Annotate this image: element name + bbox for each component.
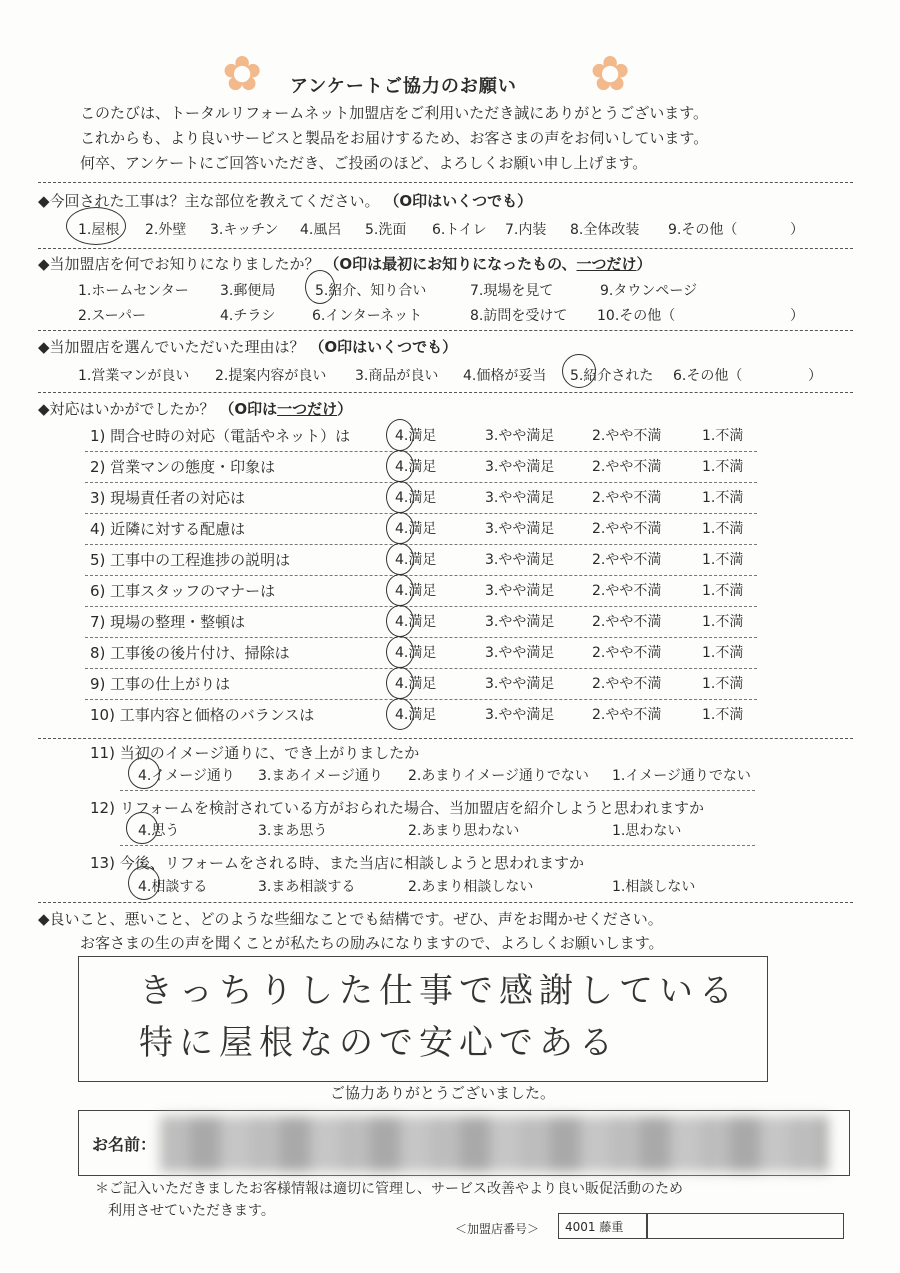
q4-rating-option[interactable]: 3.やや満足 — [485, 645, 555, 661]
q4-rating-option[interactable]: 2.やや不満 — [592, 676, 662, 692]
store-code-box — [558, 1213, 648, 1239]
q4-item-label: 1) 問合せ時の対応（電話やネット）は — [90, 427, 351, 445]
q13-option[interactable]: 2.あまり相談しない — [408, 879, 534, 895]
flower-decoration-right-icon: ✿ — [590, 46, 631, 102]
q3-heading: ◆当加盟店を選んでいただいた理由は？ （O印はいくつでも） — [38, 338, 458, 356]
q3-option[interactable]: 6.その他（ — [673, 368, 743, 384]
q2-option[interactable]: 6.インターネット — [312, 308, 423, 324]
row-divider — [85, 544, 757, 545]
q4-rating-option[interactable]: 1.不満 — [702, 428, 744, 444]
answer-circle — [386, 450, 414, 482]
q2-note-end: ） — [636, 255, 652, 273]
answer-circle — [386, 481, 414, 513]
q4-rating-option[interactable]: 4.満足 — [395, 428, 437, 444]
answer-circle — [562, 354, 596, 388]
q1-option[interactable]: 9.その他（ — [668, 222, 738, 238]
answer-circle — [66, 207, 126, 245]
q11-option[interactable]: 4.イメージ通り — [138, 768, 235, 784]
q4-rating-option[interactable]: 1.不満 — [702, 614, 744, 630]
q4-note-end: ） — [337, 400, 353, 418]
q13-option[interactable]: 3.まあ相談する — [258, 879, 356, 895]
q1-option-close: ） — [790, 222, 804, 238]
q3-option-close: ） — [808, 368, 822, 384]
handwritten-comment-line-1: きっちりした仕事で感謝している — [139, 971, 739, 1011]
answer-circle — [386, 543, 414, 575]
q2-option[interactable]: 8.訪問を受けて — [470, 308, 568, 324]
q4-item-label: 2) 営業マンの態度・印象は — [90, 458, 276, 476]
q1-note: （O印はいくつでも） — [384, 192, 533, 210]
q2-option[interactable]: 2.スーパー — [78, 308, 146, 324]
thanks-message: ご協力ありがとうございました。 — [330, 1084, 556, 1102]
q4-rating-option[interactable]: 3.やや満足 — [485, 583, 555, 599]
q12-option[interactable]: 1.思わない — [612, 823, 682, 839]
flower-decoration-left-icon: ✿ — [222, 46, 263, 102]
q1-option[interactable]: 8.全体改装 — [570, 222, 640, 238]
q4-rating-option[interactable]: 1.不満 — [702, 490, 744, 506]
q4-rating-option[interactable]: 2.やや不満 — [592, 490, 662, 506]
q4-note: （O印は — [219, 400, 278, 418]
q4-rating-option[interactable]: 3.やや満足 — [485, 428, 555, 444]
row-divider — [120, 845, 755, 846]
q4-rating-option[interactable]: 1.不満 — [702, 645, 744, 661]
q2-option[interactable]: 4.チラシ — [220, 308, 276, 324]
q1-option[interactable]: 7.内装 — [505, 222, 547, 238]
q4-rating-option[interactable]: 3.やや満足 — [485, 521, 555, 537]
q4-rating-option[interactable]: 2.やや不満 — [592, 521, 662, 537]
q4-rating-option[interactable]: 3.やや満足 — [485, 676, 555, 692]
q4-note-emph: 一つだけ — [277, 400, 338, 418]
q4-rating-option[interactable]: 1.不満 — [702, 583, 744, 599]
row-divider — [85, 637, 757, 638]
q3-title: 当加盟店を選んでいただいた理由は？ — [49, 338, 305, 356]
q2-option[interactable]: 1.ホームセンター — [78, 283, 189, 299]
q1-option[interactable]: 1.屋根 — [78, 222, 120, 238]
q1-heading: ◆今回された工事は？主な部位を教えてください。 （O印はいくつでも） — [38, 192, 533, 210]
divider — [38, 182, 853, 183]
q1-option[interactable]: 5.洗面 — [365, 222, 407, 238]
privacy-notice-2: 利用させていただきます。 — [108, 1203, 275, 1219]
answer-circle — [386, 667, 414, 699]
q13-option[interactable]: 4.相談する — [138, 879, 208, 895]
q1-title: 今回された工事は？主な部位を教えてください。 — [49, 192, 380, 210]
row-divider — [85, 668, 757, 669]
q4-rating-option[interactable]: 4.満足 — [395, 583, 437, 599]
row-divider — [85, 482, 757, 483]
q4-item-label: 6) 工事スタッフのマナーは — [90, 582, 276, 600]
answer-circle — [386, 605, 414, 637]
q2-note: （O印は最初にお知りになったもの、 — [324, 255, 577, 273]
store-code: 4001 藤重 — [565, 1220, 624, 1234]
q2-option[interactable]: 3.郵便局 — [220, 283, 276, 299]
q3-option[interactable]: 5.紹介された — [570, 368, 654, 384]
q3-note: （O印はいくつでも） — [309, 338, 458, 356]
q4-rating-option[interactable]: 2.やや不満 — [592, 552, 662, 568]
row-divider — [85, 575, 757, 576]
q4-rating-option[interactable]: 3.やや満足 — [485, 707, 555, 723]
q1-option[interactable]: 3.キッチン — [210, 222, 279, 238]
answer-circle — [386, 419, 414, 451]
q2-note-emph: 一つだけ — [576, 255, 637, 273]
q4-rating-option[interactable]: 2.やや不満 — [592, 459, 662, 475]
q4-rating-option[interactable]: 3.やや満足 — [485, 459, 555, 475]
q4-rating-option[interactable]: 4.満足 — [395, 552, 437, 568]
redacted-name — [160, 1116, 828, 1172]
store-extra-box — [646, 1213, 844, 1239]
q13-option[interactable]: 1.相談しない — [612, 879, 696, 895]
q11-title: 11) 当初のイメージ通りに、でき上がりましたか — [90, 744, 420, 762]
answer-circle — [386, 636, 414, 668]
answer-circle — [386, 698, 414, 730]
q3-option[interactable]: 1.営業マンが良い — [78, 368, 190, 384]
q4-item-label: 9) 工事の仕上がりは — [90, 675, 231, 693]
q4-rating-option[interactable]: 4.満足 — [395, 614, 437, 630]
q11-option[interactable]: 2.あまりイメージ通りでない — [408, 768, 589, 784]
q4-item-label: 5) 工事中の工程進捗の説明は — [90, 551, 291, 569]
intro-line-2: これからも、より良いサービスと製品をお届けするため、お客さまの声をお伺いしています。 — [80, 129, 709, 147]
q2-heading: ◆当加盟店を何でお知りになりましたか？ （O印は最初にお知りになったもの、一つだけ） — [38, 255, 652, 273]
q12-option[interactable]: 4.思う — [138, 823, 180, 839]
q4-rating-option[interactable]: 1.不満 — [702, 707, 744, 723]
q4-rating-option[interactable]: 1.不満 — [702, 676, 744, 692]
answer-circle — [386, 574, 414, 606]
q2-option-close: ） — [790, 308, 804, 324]
q4-rating-option[interactable]: 1.不満 — [702, 521, 744, 537]
q1-option[interactable]: 2.外壁 — [145, 222, 187, 238]
comments-box[interactable] — [78, 956, 768, 1082]
answer-circle — [126, 812, 158, 844]
row-divider — [120, 790, 755, 791]
q12-option[interactable]: 3.まあ思う — [258, 823, 328, 839]
row-divider — [85, 699, 757, 700]
q4-rating-option[interactable]: 2.やや不満 — [592, 707, 662, 723]
q4-rating-option[interactable]: 3.やや満足 — [485, 552, 555, 568]
q1-option[interactable]: 4.風呂 — [300, 222, 342, 238]
q4-rating-option[interactable]: 4.満足 — [395, 490, 437, 506]
answer-circle — [305, 270, 335, 304]
q2-option[interactable]: 9.タウンページ — [600, 283, 698, 299]
divider — [38, 248, 853, 249]
answer-circle — [386, 512, 414, 544]
q3-option[interactable]: 4.価格が妥当 — [463, 368, 547, 384]
q4-rating-option[interactable]: 2.やや不満 — [592, 645, 662, 661]
q12-title: 12) リフォームを検討されている方がおられた場合、当加盟店を紹介しようと思われますか — [90, 799, 704, 817]
q4-rating-option[interactable]: 4.満足 — [395, 676, 437, 692]
q4-heading: ◆対応はいかがでしたか？ （O印は一つだけ） — [38, 400, 353, 418]
q4-rating-option[interactable]: 4.満足 — [395, 521, 437, 537]
q2-option[interactable]: 5.紹介、知り合い — [315, 283, 427, 299]
answer-circle — [128, 757, 160, 789]
intro-line-3: 何卒、アンケートにご回答いただき、ご投函のほど、よろしくお願い申し上げます。 — [80, 154, 648, 172]
q1-option[interactable]: 6.トイレ — [432, 222, 487, 238]
divider — [38, 392, 853, 393]
q2-option[interactable]: 10.その他（ — [597, 308, 676, 324]
q4-item-label: 3) 現場責任者の対応は — [90, 489, 246, 507]
answer-circle — [128, 866, 160, 900]
q4-item-label: 10) 工事内容と価格のバランスは — [90, 706, 315, 724]
divider — [38, 738, 853, 739]
q13-title: 13) 今後、リフォームをされる時、また当店に相談しようと思われますか — [90, 854, 584, 872]
q11-option[interactable]: 1.イメージ通りでない — [612, 768, 751, 784]
q4-rating-option[interactable]: 4.満足 — [395, 707, 437, 723]
q4-rating-option[interactable]: 1.不満 — [702, 459, 744, 475]
comments-prompt-1-text: 良いこと、悪いこと、どのような些細なことでも結構です。ぜひ、声をお聞かせください。 — [49, 910, 663, 928]
handwritten-comment-line-2: 特に屋根なので安心である — [139, 1023, 619, 1063]
q4-rating-option[interactable]: 4.満足 — [395, 645, 437, 661]
privacy-notice-1: ＊ご記入いただきましたお客様情報は適切に管理し、サービス改善やより良い販促活動のため — [95, 1181, 683, 1197]
q4-rating-option[interactable]: 2.やや不満 — [592, 614, 662, 630]
q4-item-label: 7) 現場の整理・整頓は — [90, 613, 246, 631]
comments-prompt-2: お客さまの生の声を聞くことが私たちの励みになりますので、よろしくお願いします。 — [80, 934, 664, 952]
q3-option[interactable]: 3.商品が良い — [355, 368, 439, 384]
q3-option[interactable]: 2.提案内容が良い — [215, 368, 327, 384]
divider — [38, 902, 853, 903]
q4-rating-option[interactable]: 2.やや不満 — [592, 428, 662, 444]
q4-rating-option[interactable]: 3.やや満足 — [485, 614, 555, 630]
q11-option[interactable]: 3.まあイメージ通り — [258, 768, 383, 784]
page-title: アンケートご協力のお願い — [290, 76, 517, 97]
divider — [38, 330, 853, 331]
q4-rating-option[interactable]: 4.満足 — [395, 459, 437, 475]
row-divider — [85, 606, 757, 607]
q4-rating-option[interactable]: 1.不満 — [702, 552, 744, 568]
row-divider — [85, 451, 757, 452]
q12-option[interactable]: 2.あまり思わない — [408, 823, 520, 839]
q4-item-label: 4) 近隣に対する配慮は — [90, 520, 246, 538]
q2-option[interactable]: 7.現場を見て — [470, 283, 554, 299]
name-label: お名前： — [92, 1135, 157, 1154]
q2-title: 当加盟店を何でお知りになりましたか？ — [49, 255, 320, 273]
comments-prompt-1: ◆良いこと、悪いこと、どのような些細なことでも結構です。ぜひ、声をお聞かせください。 — [38, 910, 663, 928]
intro-line-1: このたびは、トータルリフォームネット加盟店をご利用いただき誠にありがとうございます。 — [80, 104, 709, 122]
q4-title: 対応はいかがでしたか？ — [49, 400, 215, 418]
q4-rating-option[interactable]: 3.やや満足 — [485, 490, 555, 506]
row-divider — [85, 513, 757, 514]
q4-item-label: 8) 工事後の後片付け、掃除は — [90, 644, 290, 662]
q4-rating-option[interactable]: 2.やや不満 — [592, 583, 662, 599]
store-number-label: ＜加盟店番号＞ — [455, 1222, 540, 1236]
